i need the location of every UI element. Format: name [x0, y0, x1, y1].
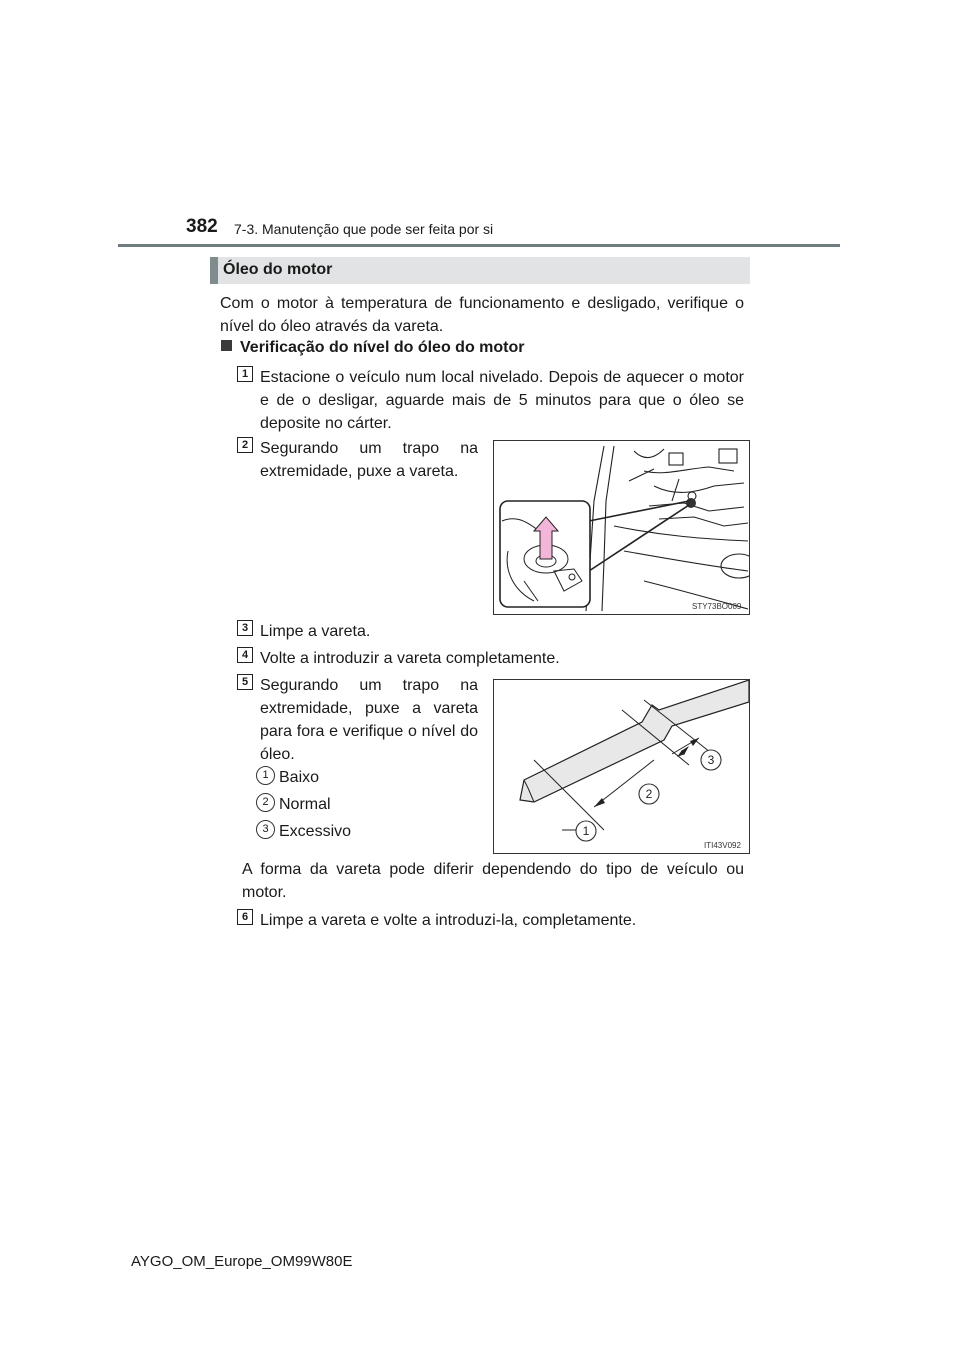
engine-figure: [493, 440, 750, 615]
dipstick-figure: [493, 679, 750, 854]
section-title: Óleo do motor: [223, 261, 333, 278]
page-number: 382: [186, 216, 218, 237]
step-text-5: Segurando um trapo na extremidade, puxe a vareta para fora e verifique o nível do óleo.: [260, 677, 478, 763]
step-text-6: Limpe a vareta e volte a introduzi-la, completamente.: [260, 912, 637, 929]
step-number-1: 1: [237, 366, 253, 382]
step-text-2: Segurando um trapo na extremidade, puxe a vareta.: [260, 440, 478, 480]
step-number-2: 2: [237, 437, 253, 453]
level-marker-3: 3: [256, 820, 275, 839]
chapter-title: 7-3. Manutenção que pode ser feita por si: [234, 221, 494, 237]
dipstick-callout-1: 1: [582, 824, 590, 838]
engine-illustration: [494, 441, 749, 614]
level-label-1: Baixo: [279, 769, 320, 786]
dipstick-illustration: [494, 680, 749, 853]
step-number-5: 5: [237, 674, 253, 690]
step-text-3: Limpe a vareta.: [260, 623, 371, 640]
level-marker-1: 1: [256, 766, 275, 785]
note-paragraph: A forma da vareta pode diferir dependendo do tipo de veículo ou motor.: [242, 861, 744, 901]
header-rule: [118, 244, 840, 247]
subheading: [221, 339, 525, 357]
section-heading: [210, 257, 750, 284]
level-label-3: Excessivo: [279, 823, 352, 840]
engine-figure-code: STY73BO089: [692, 602, 742, 611]
dipstick-figure-code: ITI43V092: [704, 841, 741, 850]
intro-paragraph: Com o motor à temperatura de funcionamento e desligado, verifique o nível do óleo através da vareta.: [220, 295, 744, 335]
step-number-6: 6: [237, 909, 253, 925]
square-bullet-icon: [221, 340, 232, 351]
step-number-4: 4: [237, 647, 253, 663]
step-text-1: Estacione o veículo num local nivelado. Depois de aquecer o motor e de o desligar, aguarde mais de 5 minutos para que o óleo se deposite no cárter.: [260, 369, 744, 432]
footer-doc-id: AYGO_OM_Europe_OM99W80E: [131, 1253, 353, 1270]
level-label-2: Normal: [279, 796, 331, 813]
step-text-4: Volte a introduzir a vareta completamente.: [260, 650, 560, 667]
step-number-3: 3: [237, 620, 253, 636]
level-marker-2: 2: [256, 793, 275, 812]
subheading-text: Verificação do nível do óleo do motor: [240, 339, 525, 356]
dipstick-callout-3: 3: [707, 753, 715, 767]
section-heading-bar: [210, 257, 218, 284]
dipstick-callout-2: 2: [645, 787, 653, 801]
